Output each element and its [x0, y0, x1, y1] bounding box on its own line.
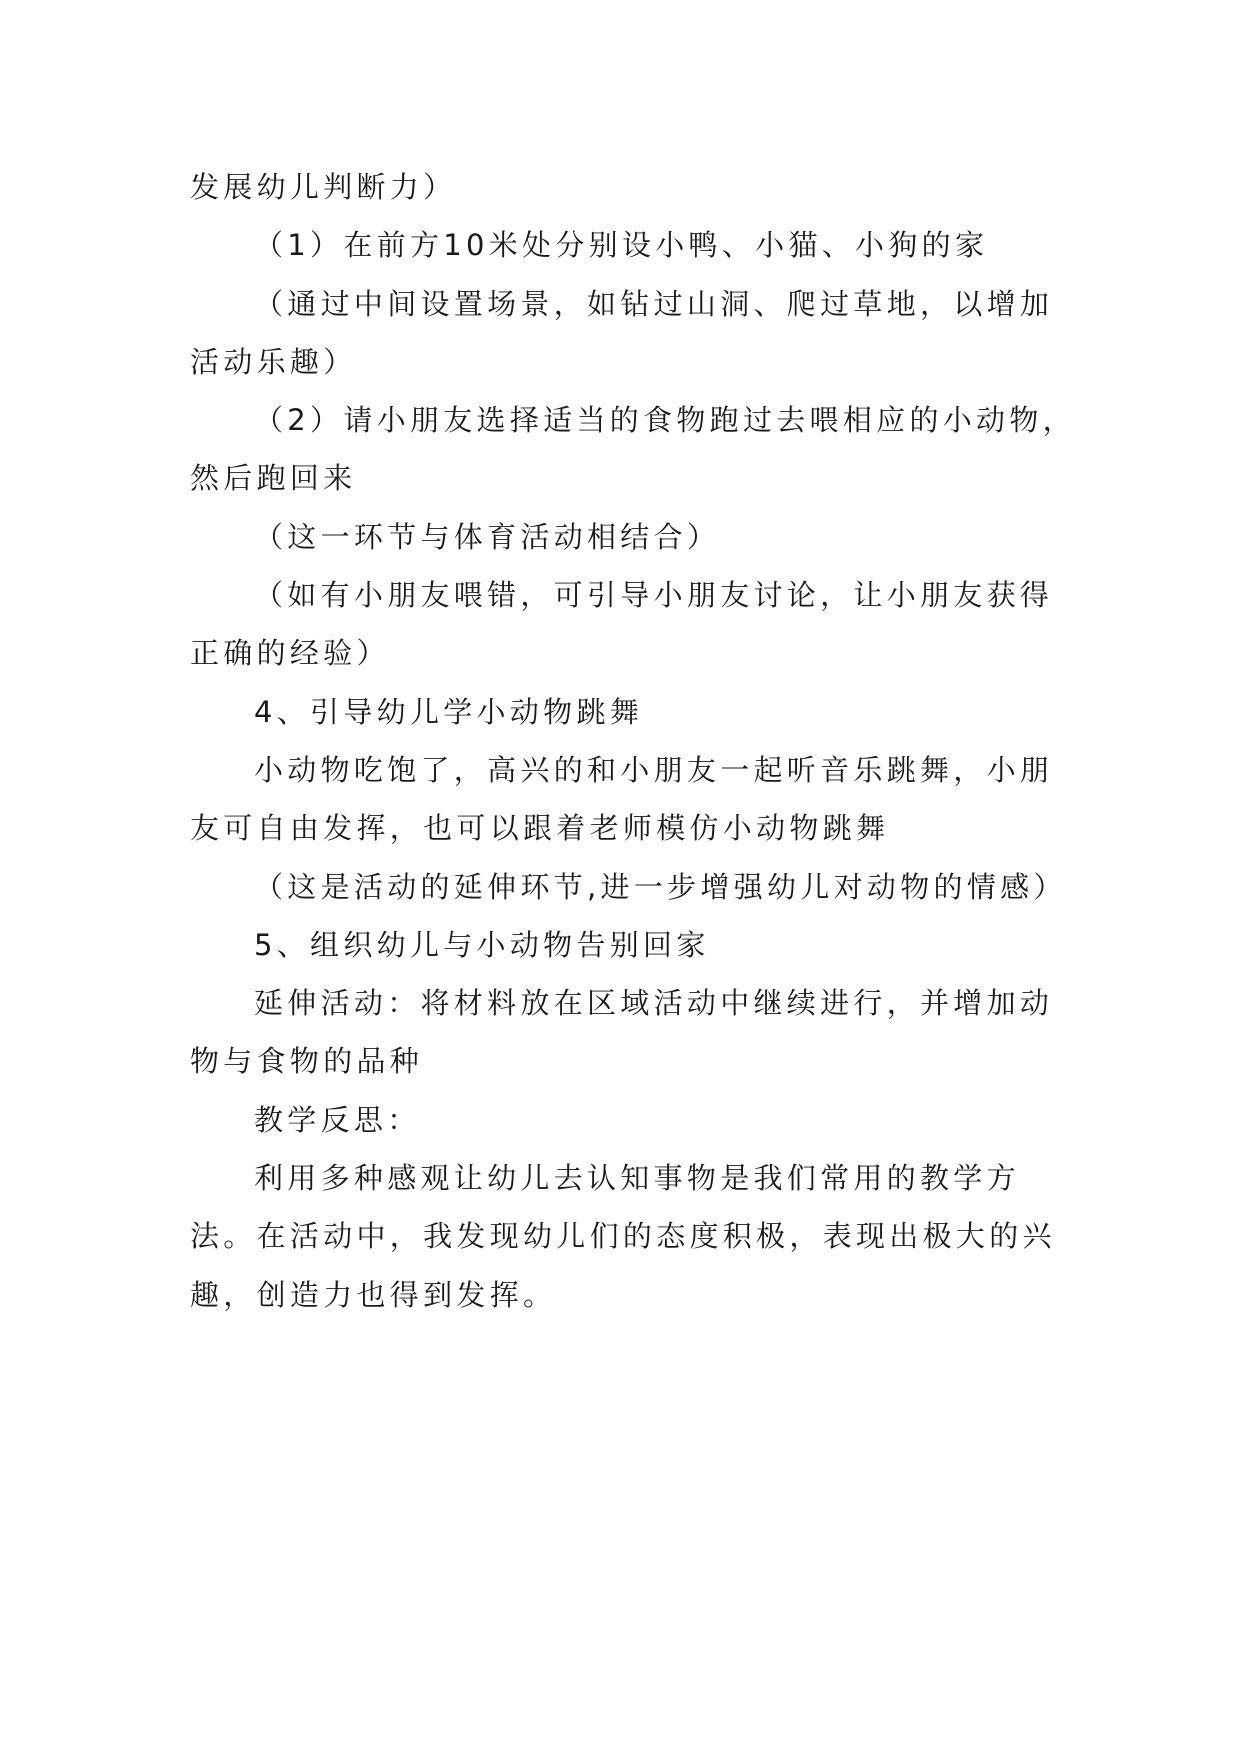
step-heading: 4、引导幼儿学小动物跳舞	[254, 694, 644, 729]
body-line: 物与食物的品种	[190, 1044, 424, 1079]
section-heading: 教学反思：	[254, 1102, 421, 1137]
body-line: （1）在前方10米处分别设小鸭、小猫、小狗的家	[254, 228, 989, 263]
body-line: 趣，创造力也得到发挥。	[190, 1277, 557, 1312]
body-line: 延伸活动：将材料放在区域活动中继续进行，并增加动	[254, 986, 1054, 1021]
step-heading: 5、组织幼儿与小动物告别回家	[254, 927, 710, 962]
body-line: （这是活动的延伸环节,进一步增强幼儿对动物的情感）	[254, 869, 1067, 904]
body-line: 法。在活动中，我发现幼儿们的态度积极，表现出极大的兴	[190, 1219, 1056, 1254]
body-line: （2）请小朋友选择适当的食物跑过去喂相应的小动物，	[254, 403, 1076, 438]
body-line: 友可自由发挥，也可以跟着老师模仿小动物跳舞	[190, 811, 890, 846]
body-line: 活动乐趣）	[190, 344, 357, 379]
body-line: 利用多种感观让幼儿去认知事物是我们常用的教学方	[254, 1161, 1020, 1196]
document-body	[190, 158, 1076, 1324]
body-line: （如有小朋友喂错，可引导小朋友讨论，让小朋友获得	[254, 578, 1054, 613]
body-line: （这一环节与体育活动相结合）	[254, 519, 721, 554]
body-line: 正确的经验）	[190, 636, 390, 671]
body-line: （通过中间设置场景，如钻过山洞、爬过草地，以增加	[254, 286, 1054, 321]
body-line: 小动物吃饱了，高兴的和小朋友一起听音乐跳舞，小朋	[254, 752, 1054, 787]
body-line: 发展幼儿判断力）	[190, 170, 457, 204]
body-line: 然后跑回来	[190, 461, 357, 496]
